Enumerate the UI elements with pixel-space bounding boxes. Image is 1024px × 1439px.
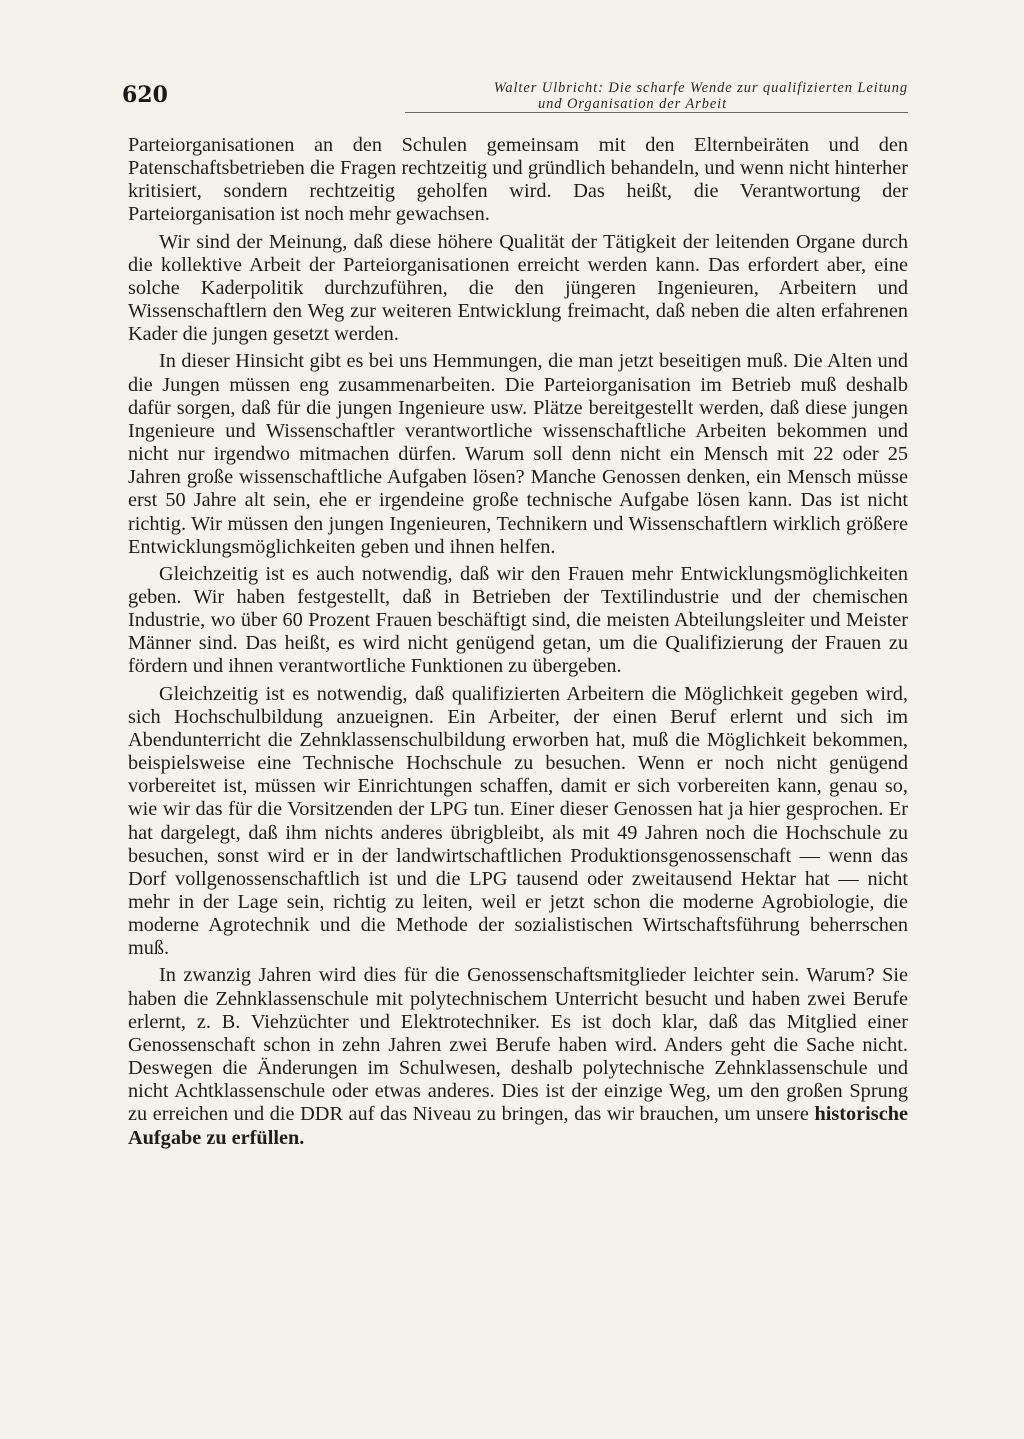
body-text — [128, 134, 908, 1154]
header-divider — [405, 112, 908, 113]
running-head-line-2: und Organisation der Arbeit — [538, 96, 728, 112]
paragraph-2: Wir sind der Meinung, daß diese höhere Qualität der Tätigkeit der leitenden Organe durch die kollektive Arbeit der Parteiorganisationen erreicht werden kann. Das erfordert aber, eine solche Kaderpolitik durchzuführen, die den jüngeren Ingenieuren, Arbeitern und Wissenschaftlern den Weg zur weiteren Entwicklung freimacht, daß neben die alten erfahrenen Kader die jungen gesetzt werden. — [128, 230, 908, 346]
paragraph-6-text: In zwanzig Jahren wird dies für die Genossenschaftsmitglieder leichter sein. Warum? Sie haben die Zehnklassenschule mit polytechnischem Unterricht besucht und haben zwei Berufe erlernt, z. B. Viehzüchter und Elektrotechniker. Es ist doch klar, daß das Mitglied einer Genossenschaft schon in zehn Jahren zwei Berufe haben wird. Anders geht die Sache nicht. Deswegen die Änderungen im Schulwesen, deshalb polytechnische Zehnklassenschule und nicht Achtklassenschule oder etwas anderes. Dies ist der einzige Weg, um den großen Sprung zu erreichen und die DDR auf das Niveau zu bringen, das wir brauchen, um unsere — [128, 964, 908, 1126]
page-number: 620 — [122, 82, 168, 108]
paragraph-6 — [128, 964, 908, 1149]
paragraph-4: Gleichzeitig ist es auch notwendig, daß wir den Frauen mehr Entwicklungsmöglichkeiten geben. Wir haben festgestellt, daß in Betrieben der Textilindustrie und der chemischen Industrie, wo über 60 Prozent Frauen beschäftigt sind, die meisten Abteilungsleiter und Meister Männer sind. Das heißt, es wird nicht genügend getan, um die Qualifizierung der Frauen zu fördern und ihnen verantwortliche Funktionen zu übergeben. — [128, 562, 908, 678]
paragraph-3: In dieser Hinsicht gibt es bei uns Hemmungen, die man jetzt beseitigen muß. Die Alten und die Jungen müssen eng zusammenarbeiten. Die Parteiorganisation im Betrieb muß deshalb dafür sorgen, daß für die jungen Ingenieure usw. Plätze bereitgestellt werden, daß diese jungen Ingenieure und Wissenschaftler verantwortliche wissenschaftliche Arbeiten bekommen und nicht nur irgendwo mitmachen dürfen. Warum soll denn nicht ein Mensch mit 22 oder 25 Jahren große wissenschaftliche Aufgaben lösen? Manche Genossen denken, ein Mensch müsse erst 50 Jahre alt sein, ehe er irgendeine große technische Aufgabe lösen kann. Das ist nicht richtig. Wir müssen den jungen Ingenieuren, Technikern und Wissenschaftlern wirklich größere Entwicklungsmöglichkeiten geben und ihnen helfen. — [128, 350, 908, 558]
closing-phrase: historische Aufgabe zu erfüllen. — [128, 1103, 908, 1149]
paragraph-5: Gleichzeitig ist es notwendig, daß qualifizierten Arbeitern die Möglichkeit gegeben wird, sich Hochschulbildung anzueignen. Ein Arbeiter, der einen Beruf erlernt und sich im Abendunterricht die Zehnklassenschulbildung erworben hat, muß die Möglichkeit bekommen, beispielsweise eine Technische Hochschule zu besuchen. Wenn er noch nicht genügend vorbereitet ist, müssen wir Einrichtungen schaffen, damit er sich vorbereiten kann, genau so, wie wir das für die Vorsitzenden der LPG tun. Einer dieser Genossen hat ja hier gesprochen. Er hat dargelegt, daß ihm nichts anderes übrigbleibt, als mit 49 Jahren noch die Hochschule zu besuchen, sonst wird er in der landwirtschaftlichen Produktionsgenossenschaft — wenn das Dorf vollgenossenschaftlich ist und die LPG tausend oder zweitausend Hektar hat — nicht mehr in der Lage sein, richtig zu leiten, weil er jetzt schon die moderne Agrobiologie, die moderne Agrotechnik und die Methode der sozialistischen Wirtschaftsführung beherrschen muß. — [128, 682, 908, 960]
running-head — [380, 80, 908, 112]
paragraph-1: Parteiorganisationen an den Schulen gemeinsam mit den Elternbeiräten und den Patenschaftsbetrieben die Fragen rechtzeitig und gründlich behandeln, und wenn nicht hinterher kritisiert, sondern rechtzeitig geholfen wird. Das heißt, die Verantwortung der Parteiorganisation ist noch mehr gewachsen. — [128, 134, 908, 226]
running-head-line-1: Walter Ulbricht: Die scharfe Wende zur qualifizierten Leitung — [493, 80, 908, 96]
